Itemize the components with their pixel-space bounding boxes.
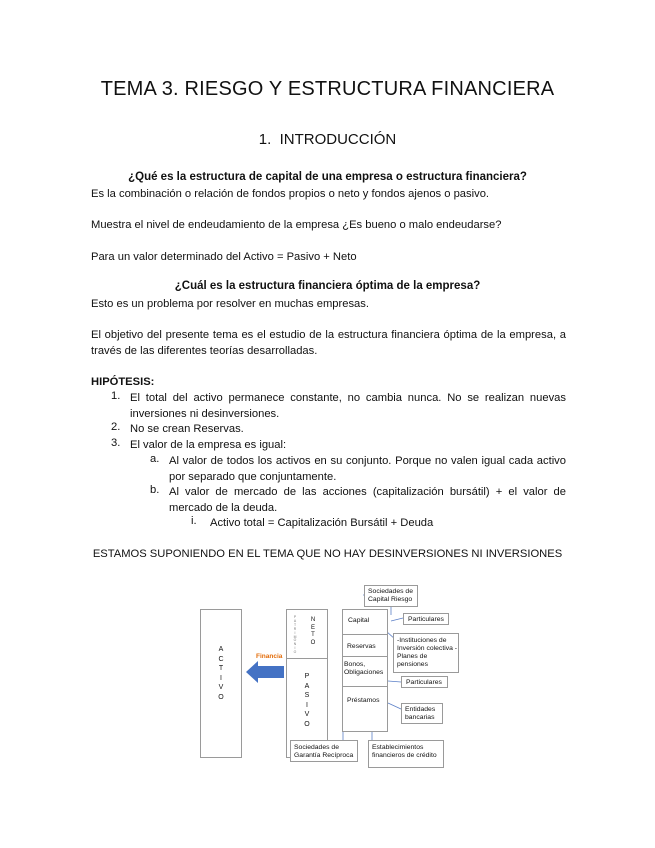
question-capital-structure: ¿Qué es la estructura de capital de una empresa o estructura financiera?	[128, 171, 527, 183]
sub-sub-number: i.	[191, 515, 197, 527]
capital-label: Capital	[348, 617, 370, 624]
hypothesis-item: El valor de la empresa es igual:	[130, 439, 287, 451]
banner-statement: ESTAMOS SUPONIENDO EN EL TEMA QUE NO HAY DESINVERSIONES NI INVERSIONES	[92, 548, 563, 560]
sub-hypothesis-item: Al valor de mercado de las acciones (capitalización bursátil) + el valor de mercado de la deuda.	[169, 486, 566, 514]
instituciones-label: -Instituciones de Inversión colectiva -Planes de pensiones	[397, 637, 458, 668]
paragraph-definition: Es la combinación o relación de fondos propios o neto y fondos ajenos o pasivo.	[91, 188, 490, 200]
establecimientos-label: Establecimientos financieros de crédito	[372, 744, 437, 759]
sociedades-capital-riesgo-label: Sociedades de Capital Riesgo	[368, 588, 413, 603]
pasivo-neto-box	[286, 609, 328, 758]
paragraph-objective: El objetivo del presente tema es el estudio de la estructura financiera óptima de la empresa, a través de las diferentes teorías desarrolladas.	[91, 329, 566, 357]
section-heading	[0, 131, 655, 148]
row-divider	[343, 656, 387, 657]
bonos-label: Bonos, Obligaciones	[344, 661, 384, 676]
row-divider	[343, 686, 387, 687]
instituciones-box	[393, 633, 459, 673]
financial-structure-diagram	[198, 585, 470, 771]
establecimientos-box	[368, 740, 444, 768]
hypothesis-number: 3.	[111, 437, 121, 449]
connector-line	[388, 703, 401, 709]
sub-sub-item: Activo total = Capitalización Bursátil + Deuda	[210, 517, 434, 529]
connector-line	[391, 618, 403, 621]
particulares-label: Particulares	[406, 679, 442, 686]
financia-arrow-icon	[246, 661, 284, 683]
financia-label: Financia	[256, 653, 283, 660]
entidades-bancarias-label: Entidades bancarias	[405, 706, 436, 721]
neto-label: N E T O	[310, 617, 316, 646]
paragraph-equation: Para un valor determinado del Activo = Pasivo + Neto	[91, 251, 357, 263]
entidades-bancarias-box	[401, 703, 443, 724]
hypothesis-item: No se crean Reservas.	[130, 423, 244, 435]
hypothesis-number: 1.	[111, 390, 121, 402]
section-number: 1.	[258, 131, 272, 148]
paragraph-debt-level: Muestra el nivel de endeudamiento de la empresa ¿Es bueno o malo endeudarse?	[91, 219, 502, 231]
patrimonio-label: P A T R I M O N I O	[293, 615, 297, 655]
activo-box	[200, 609, 242, 758]
sociedades-capital-riesgo-box	[364, 585, 418, 607]
hypotheses-heading: HIPÓTESIS:	[91, 376, 155, 388]
particulares-label: Particulares	[408, 616, 444, 623]
paragraph-problem: Esto es un problema por resolver en muchas empresas.	[91, 298, 369, 310]
hypothesis-number: 2.	[111, 421, 121, 433]
sociedades-garantia-label: Sociedades de Garantía Recíproca	[294, 744, 354, 759]
hypothesis-item: El total del activo permanece constante, no cambia nunca. No se realizan nuevas inversiones ni desinversiones.	[130, 392, 566, 420]
question-optimal-structure: ¿Cuál es la estructura financiera óptima de la empresa?	[174, 280, 481, 292]
pasivo-label: P A S I V O	[304, 673, 310, 728]
row-divider	[343, 634, 387, 635]
activo-label: A C T I V O	[218, 646, 224, 701]
connector-line	[388, 681, 401, 682]
prestamos-label: Préstamos	[347, 697, 380, 704]
particulares-box	[401, 676, 448, 688]
reservas-label: Reservas	[347, 643, 376, 650]
sociedades-garantia-box	[290, 740, 358, 762]
sub-hypothesis-number: a.	[150, 453, 160, 465]
sub-hypothesis-number: b.	[150, 484, 160, 496]
document-title: TEMA 3. RIESGO Y ESTRUCTURA FINANCIERA	[100, 78, 555, 100]
sub-hypothesis-item: Al valor de todos los activos en su conjunto. Porque no valen igual cada activo por separado que conjuntamente.	[169, 455, 566, 483]
particulares-box	[403, 613, 449, 625]
section-label: INTRODUCCIÓN	[279, 131, 397, 148]
column-divider	[287, 658, 327, 659]
